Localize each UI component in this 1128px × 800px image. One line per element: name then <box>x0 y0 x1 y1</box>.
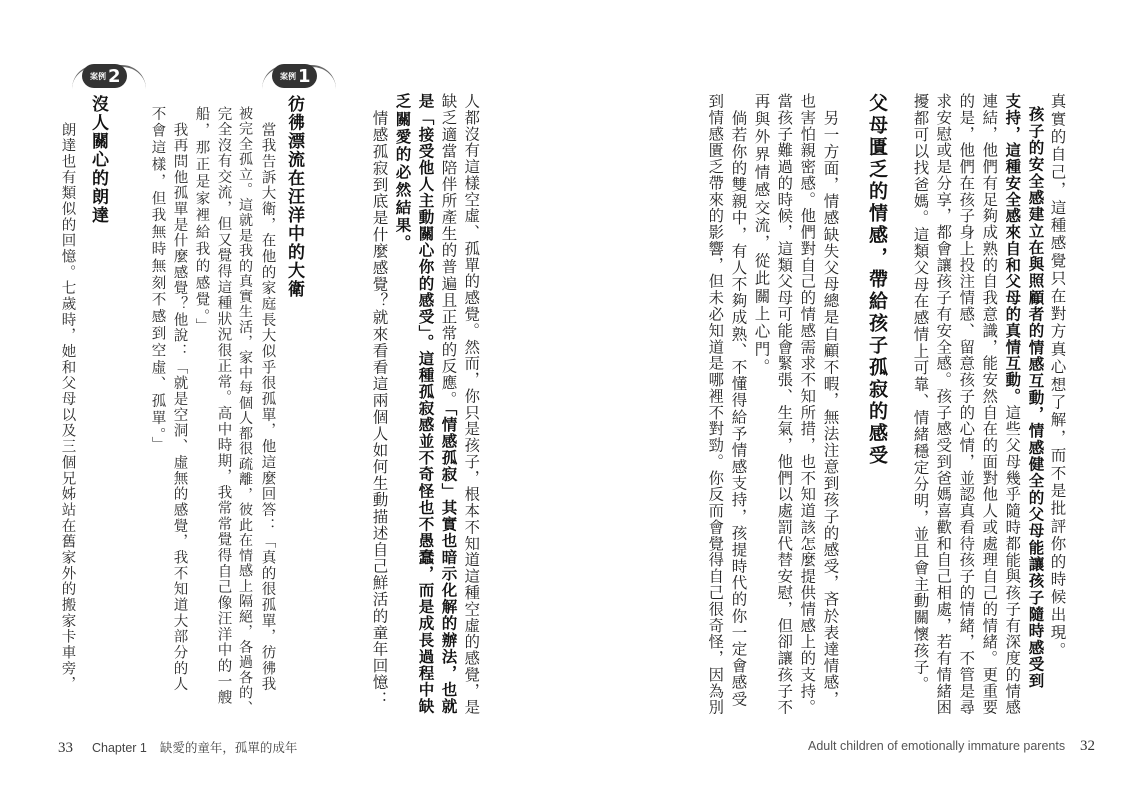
body-line: 另一方面，情感缺失父母總是自顧不暇，無法注意到孩子的感受，吝於表達情感， <box>821 110 840 708</box>
body-line: 擾都可以找爸媽。這類父母在感情上可靠、情緒穩定分明，並且會主動關懷孩子。 <box>911 93 930 693</box>
case-title: 彷彿漂流在汪洋中的大衛 <box>284 95 304 299</box>
body-text: 這些父母幾乎隨時都能與孩子有深度的情感 <box>1003 404 1022 716</box>
body-line: 的是，他們在孩子身上投注情感、留意孩子的心情，並認真看待孩子的情緒，不管是尋 <box>957 93 976 716</box>
body-line: 情感孤寂到底是什麼感覺？就來看看這兩個人如何生動描述自己鮮活的童年回憶： <box>370 110 389 708</box>
case-badge-pill <box>82 64 127 88</box>
body-line-bold: 乏關愛的必然結果。 <box>393 93 412 253</box>
body-line: 當孩子難過的時候，這類父母可能會緊張、生氣，他們以處罰代替安慰，但卻讓孩子不 <box>775 93 794 716</box>
case-badge-label: 案例 <box>90 71 106 81</box>
body-line: 人都沒有這樣空虛、孤單的感覺。然而，你只是孩子，根本不知道這種空虛的感覺，是 <box>462 93 481 716</box>
case-badge-label: 案例 <box>280 71 296 81</box>
quote-line: 我再問他孤單是什麼感覺？他說：「就是空洞、虛無的感覺，我不知道大部分的人 <box>171 122 188 693</box>
emphasis-text: 支持，這種安全感來自和父母的真情互動。 <box>1003 93 1022 405</box>
body-text: 缺乏適當陪伴所產生的普遍且正常的反應。 <box>439 93 458 408</box>
chapter-label: Chapter 1 <box>91 741 147 755</box>
body-line-bold: 孩子的安全感建立在與照顧者的情感互動，情感健全的父母能讓孩子隨時感受到 <box>1026 106 1045 690</box>
case-badge <box>82 63 127 89</box>
body-line: 到情感匱乏帶來的影響，但未必知道是哪裡不對勁。你反而會覺得自己很奇怪，因為別 <box>706 93 725 716</box>
case-badge-number: 2 <box>108 65 121 87</box>
quote-line: 被完全孤立。這就是我的真實生活，家中每個人都很疏離，彼此在情感上隔絕，各過各的、 <box>237 106 254 716</box>
quote-line: 朗達也有類似的回憶。七歲時，她和父母以及三個兄姊站在舊家外的搬家卡車旁， <box>59 122 76 693</box>
body-line: 再與外界情感交流，從此關上心門。 <box>752 93 771 377</box>
quote-line: 完全沒有交流，但又覺得這種狀況很正常。高中時期，我常常覺得自己像汪洋中的一艘 <box>215 106 232 706</box>
case-title: 沒人關心的朗達 <box>88 95 108 225</box>
body-line <box>1003 93 1022 716</box>
body-line <box>440 93 456 714</box>
page-number: 32 <box>1080 738 1096 754</box>
left-footer <box>58 738 297 757</box>
case-badge-number: 1 <box>298 65 311 87</box>
body-line-bold: 是「接受他人主動關心你的感受」。這種孤寂感並不奇怪也不愚蠢，而是成長過程中缺 <box>416 93 435 715</box>
case-badge-pill <box>272 64 317 88</box>
page-number: 33 <box>58 740 73 756</box>
quote-line: 船，那正是家裡給我的感覺。」 <box>193 106 210 336</box>
emphasis-text: 「情感孤寂」其實也暗示化解的辦法，也就 <box>439 407 458 715</box>
book-title: Adult children of emotionally immature parents <box>808 739 1066 753</box>
quote-line: 當我告訴大衛，在他的家庭長大似乎很孤單，他這麼回答：「真的很孤單，彷彿我 <box>259 122 276 693</box>
case-badge <box>272 63 317 89</box>
section-heading: 父母匱乏的情感，帶給孩子孤寂的感受 <box>866 93 888 467</box>
body-line: 也害怕親密感。他們對自己的情感需求不知所措，也不知道該怎麼提供情感上的支持。 <box>798 93 817 716</box>
right-footer <box>808 738 1095 755</box>
quote-line: 不會這樣，但我無時無刻不感到空虛、孤單。」 <box>149 106 166 454</box>
body-line: 真實的自己，這種感覺只在對方真心想了解，而不是批評你的時候出現。 <box>1048 93 1067 660</box>
body-line: 求安慰或是分享，都會讓孩子有安全感。孩子感受到爸媽喜歡和自己相處，若有情緒困 <box>934 93 953 716</box>
body-line: 倘若你的雙親中，有人不夠成熟、不懂得給予情感支持，孩提時代的你一定會感受 <box>729 110 748 708</box>
chapter-title: 缺愛的童年，孤單的成年 <box>159 741 298 755</box>
body-line: 連結，他們有足夠成熟的自我意識，能安然自在的面對他人或處理自己的情緒。更重要 <box>980 93 999 716</box>
